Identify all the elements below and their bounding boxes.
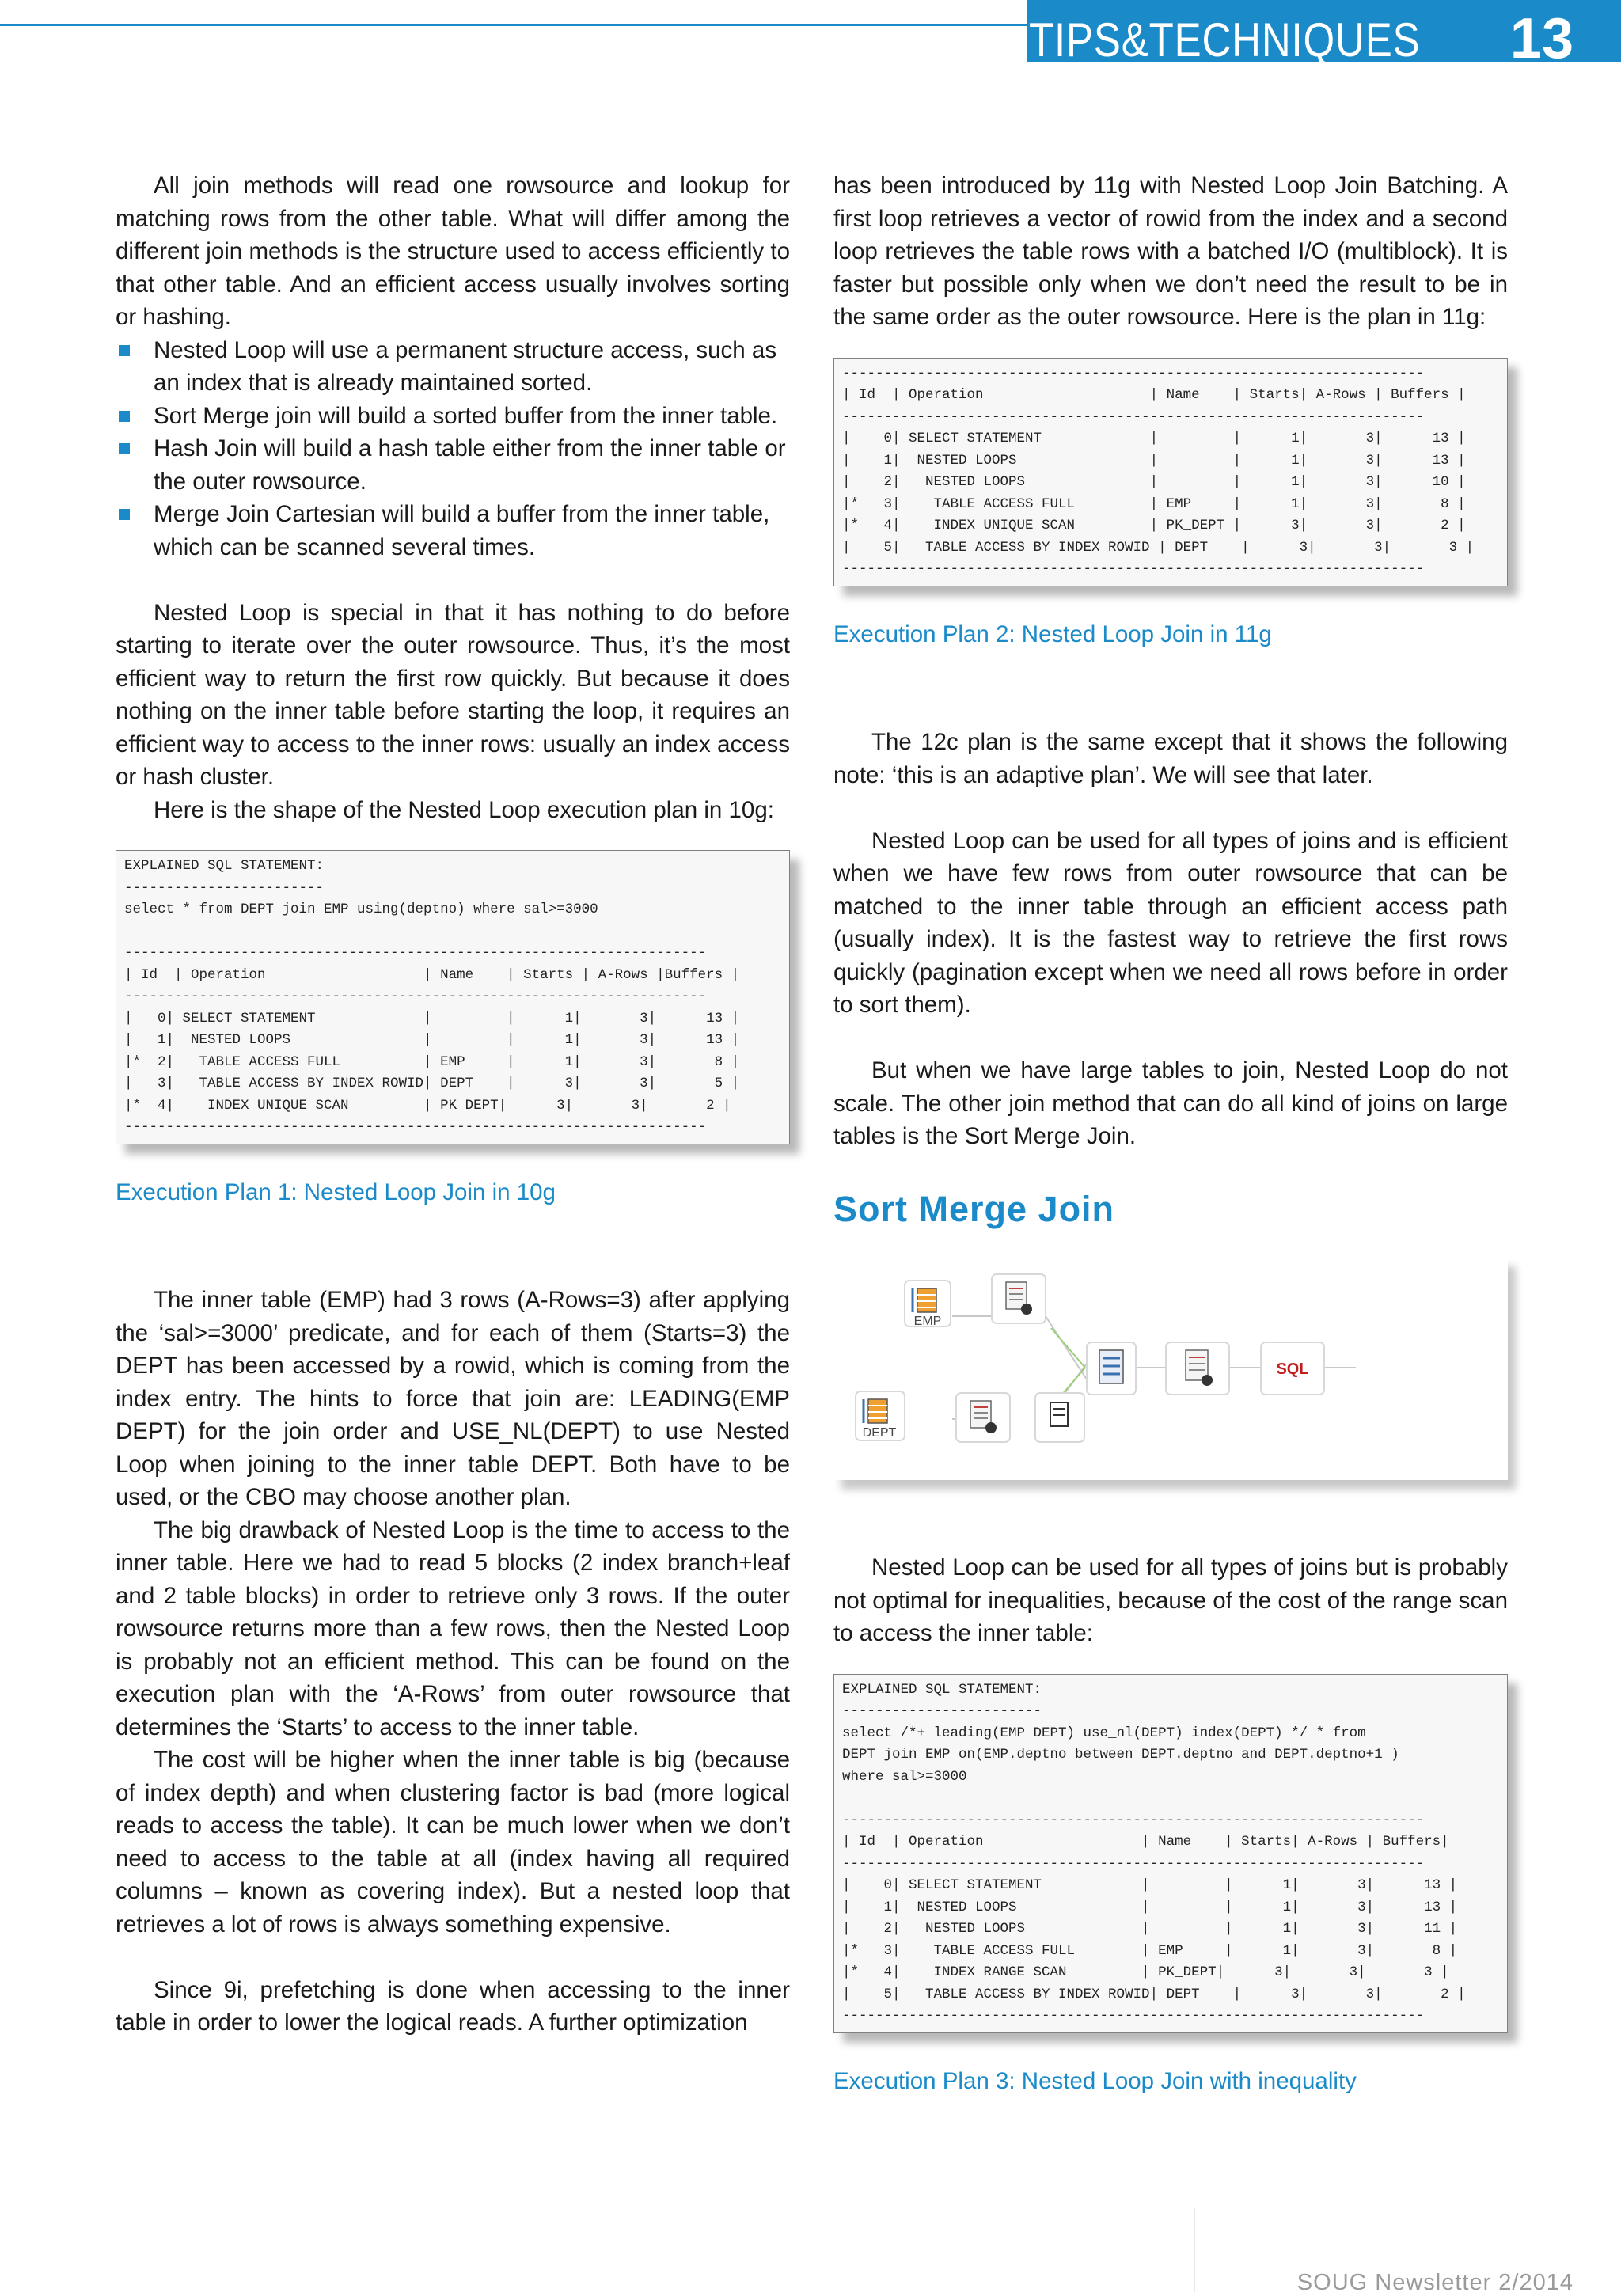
section-title: TIPS&TECHNIQUES bbox=[1029, 13, 1421, 66]
join-methods-list bbox=[116, 334, 790, 564]
paragraph: The cost will be higher when the inner table is big (because of index depth) and when clustering factor is bad (more logical reads to access the table). It can be much lower when we don’t need to access to the table at all (index having all required columns – known as covering index). But a nested loop that retrieves a lot of rows is always something expensive. bbox=[116, 1747, 790, 1937]
emp-label: EMP bbox=[913, 1315, 942, 1328]
paragraph: The inner table (EMP) had 3 rows (A-Rows=3) after applying the ‘sal>=3000’ predicate, and for each of them (Starts=3) the DEPT has been accessed by a rowid, which is coming from the index entry. The hints to force that join are: LEADING(EMP DEPT) for the join order and USE_NL(DEPT) to use Nested Loop when joining to the inner table DEPT. Both have to be used, or the CBO may choose another plan. bbox=[116, 1287, 790, 1510]
right-column bbox=[833, 169, 1508, 2097]
sort-merge-diagram bbox=[833, 1257, 1508, 1480]
page-number: 13 bbox=[1509, 7, 1574, 70]
execution-plan-3: EXPLAINED SQL STATEMENT: ------------------------ select /*+ leading(EMP DEPT) use_nl(DEPT) index(DEPT) */ * from DEPT join EMP on(EMP.deptno between DEPT.deptno and DEPT.deptno+1 ) where sal>=3000 ---------------------------------------------------------------------- | Id | Operation | Name | Starts| A-Rows | Buffers| ---------------------------------------------------------------------- | 0| SELECT STATEMENT | | 1| 3| 13 | | 1| NESTED LOOPS | | 1| 3| 13 | | 2| NESTED LOOPS | | 1| 3| 11 | |* 3| TABLE ACCESS FULL | EMP | 1| 3| 8 | |* 4| INDEX RANGE SCAN | PK_DEPT| 3| 3| 3 | | 5| TABLE ACCESS BY INDEX ROWID| DEPT | 3| 3| 2 | ---------------------------------------------------------------------- bbox=[833, 1674, 1508, 2033]
paragraph: Nested Loop is special in that it has nothing to do before starting to iterate over the outer rowsource. Thus, it’s the most efficient way to return the first row quickly. But because it does nothing on the inner table before starting the loop, it requires an efficient way to access to the inner rows: usually an index access or hash cluster. bbox=[116, 599, 790, 790]
left-column bbox=[116, 169, 790, 2040]
list-item: Sort Merge join will build a sorted buffer from the inner table. bbox=[116, 400, 790, 433]
paragraph: But when we have large tables to join, Nested Loop do not scale. The other join method that can do all kind of joins on large tables is the Sort Merge Join. bbox=[833, 1057, 1508, 1149]
paragraph: All join methods will read one rowsource and lookup for matching rows from the other table. What will differ among the different join methods is the structure used to access efficiently to that other table. And an efficient access usually involves sorting or hashing. bbox=[116, 173, 790, 330]
list-item: Hash Join will build a hash table either from the inner table or the outer rowsource. bbox=[116, 432, 790, 498]
paragraph: The big drawback of Nested Loop is the time to access to the inner table. Here we had to read 5 blocks (2 index branch+leaf and 2 table blocks) in order to retrieve only 3 rows. If the outer rowsource returns more than a few rows, then the Nested Loop is probably not an efficient method. This can be found on the execution plan with the ‘A-Rows’ from outer rowsource that determines the ‘Starts’ to access to the inner table. bbox=[116, 1516, 790, 1740]
execution-plan-1: EXPLAINED SQL STATEMENT: ------------------------ select * from DEPT join EMP using(deptno) where sal>=3000 ---------------------------------------------------------------------- | Id | Operation | Name | Starts | A-Rows |Buffers | ---------------------------------------------------------------------- | 0| SELECT STATEMENT | | 1| 3| 13 | | 1| NESTED LOOPS | | 1| 3| 13 | |* 2| TABLE ACCESS FULL | EMP | 1| 3| 8 | | 3| TABLE ACCESS BY INDEX ROWID| DEPT | 3| 3| 5 | |* 4| INDEX UNIQUE SCAN | PK_DEPT| 3| 3| 2 | ---------------------------------------------------------------------- bbox=[116, 850, 790, 1144]
paragraph: Here is the shape of the Nested Loop execution plan in 10g: bbox=[154, 796, 774, 823]
list-item: Merge Join Cartesian will build a buffer from the inner table, which can be scanned several times. bbox=[116, 498, 790, 564]
sort-emp-icon bbox=[992, 1274, 1046, 1323]
section-heading: Sort Merge Join bbox=[833, 1188, 1115, 1229]
sql-label: SQL bbox=[1276, 1361, 1309, 1378]
dept-label: DEPT bbox=[862, 1426, 897, 1440]
paragraph: Nested Loop can be used for all types of joins and is efficient when we have few rows from outer rowsource that can be matched to the inner table through an efficient access path (usually index). It is the fastest way to retrieve the first rows quickly (pagination except when we need all rows before in order to sort them). bbox=[833, 827, 1508, 1018]
paragraph: has been introduced by 11g with Nested Loop Join Batching. A first loop retrieves a vector of rowid from the index and a second loop retrieves the table rows with a batched I/O (multiblock). It is faster but possible only when we don’t need the result to be in the same order as the outer rowsource. Here is the plan in 11g: bbox=[833, 173, 1508, 330]
plan-flow-diagram bbox=[833, 1257, 1508, 1480]
merge-join-icon bbox=[1087, 1342, 1136, 1395]
select-icon bbox=[1166, 1342, 1229, 1395]
index-icon bbox=[1035, 1393, 1084, 1442]
emp-table-icon bbox=[905, 1281, 951, 1328]
sort-dept-icon bbox=[956, 1393, 1010, 1442]
caption: Execution Plan 2: Nested Loop Join in 11g bbox=[833, 620, 1272, 647]
footer-divider bbox=[1194, 2208, 1195, 2292]
header-rule bbox=[0, 24, 1029, 26]
caption: Execution Plan 1: Nested Loop Join in 10g bbox=[116, 1178, 556, 1205]
paragraph: Nested Loop can be used for all types of joins but is probably not optimal for inequalities, because of the cost of the range scan to access the inner table: bbox=[833, 1554, 1508, 1646]
caption: Execution Plan 3: Nested Loop Join with inequality bbox=[833, 2067, 1357, 2094]
list-item: Nested Loop will use a permanent structure access, such as an index that is already maintained sorted. bbox=[116, 334, 790, 400]
sql-icon bbox=[1261, 1342, 1324, 1395]
paragraph: The 12c plan is the same except that it shows the following note: ‘this is an adaptive plan’. We will see that later. bbox=[833, 729, 1508, 788]
dept-table-icon bbox=[856, 1391, 905, 1440]
paragraph: Since 9i, prefetching is done when accessing to the inner table in order to lower the logical reads. A further optimization bbox=[116, 1976, 790, 2036]
execution-plan-2: ---------------------------------------------------------------------- | Id | Operation | Name | Starts| A-Rows | Buffers | ---------------------------------------------------------------------- | 0| SELECT STATEMENT | | 1| 3| 13 | | 1| NESTED LOOPS | | 1| 3| 13 | | 2| NESTED LOOPS | | 1| 3| 10 | |* 3| TABLE ACCESS FULL | EMP | 1| 3| 8 | |* 4| INDEX UNIQUE SCAN | PK_DEPT | 3| 3| 2 | | 5| TABLE ACCESS BY INDEX ROWID | DEPT | 3| 3| 3 | ---------------------------------------------------------------------- bbox=[833, 358, 1508, 586]
footer: SOUG Newsletter 2/2014 bbox=[1296, 2270, 1574, 2295]
